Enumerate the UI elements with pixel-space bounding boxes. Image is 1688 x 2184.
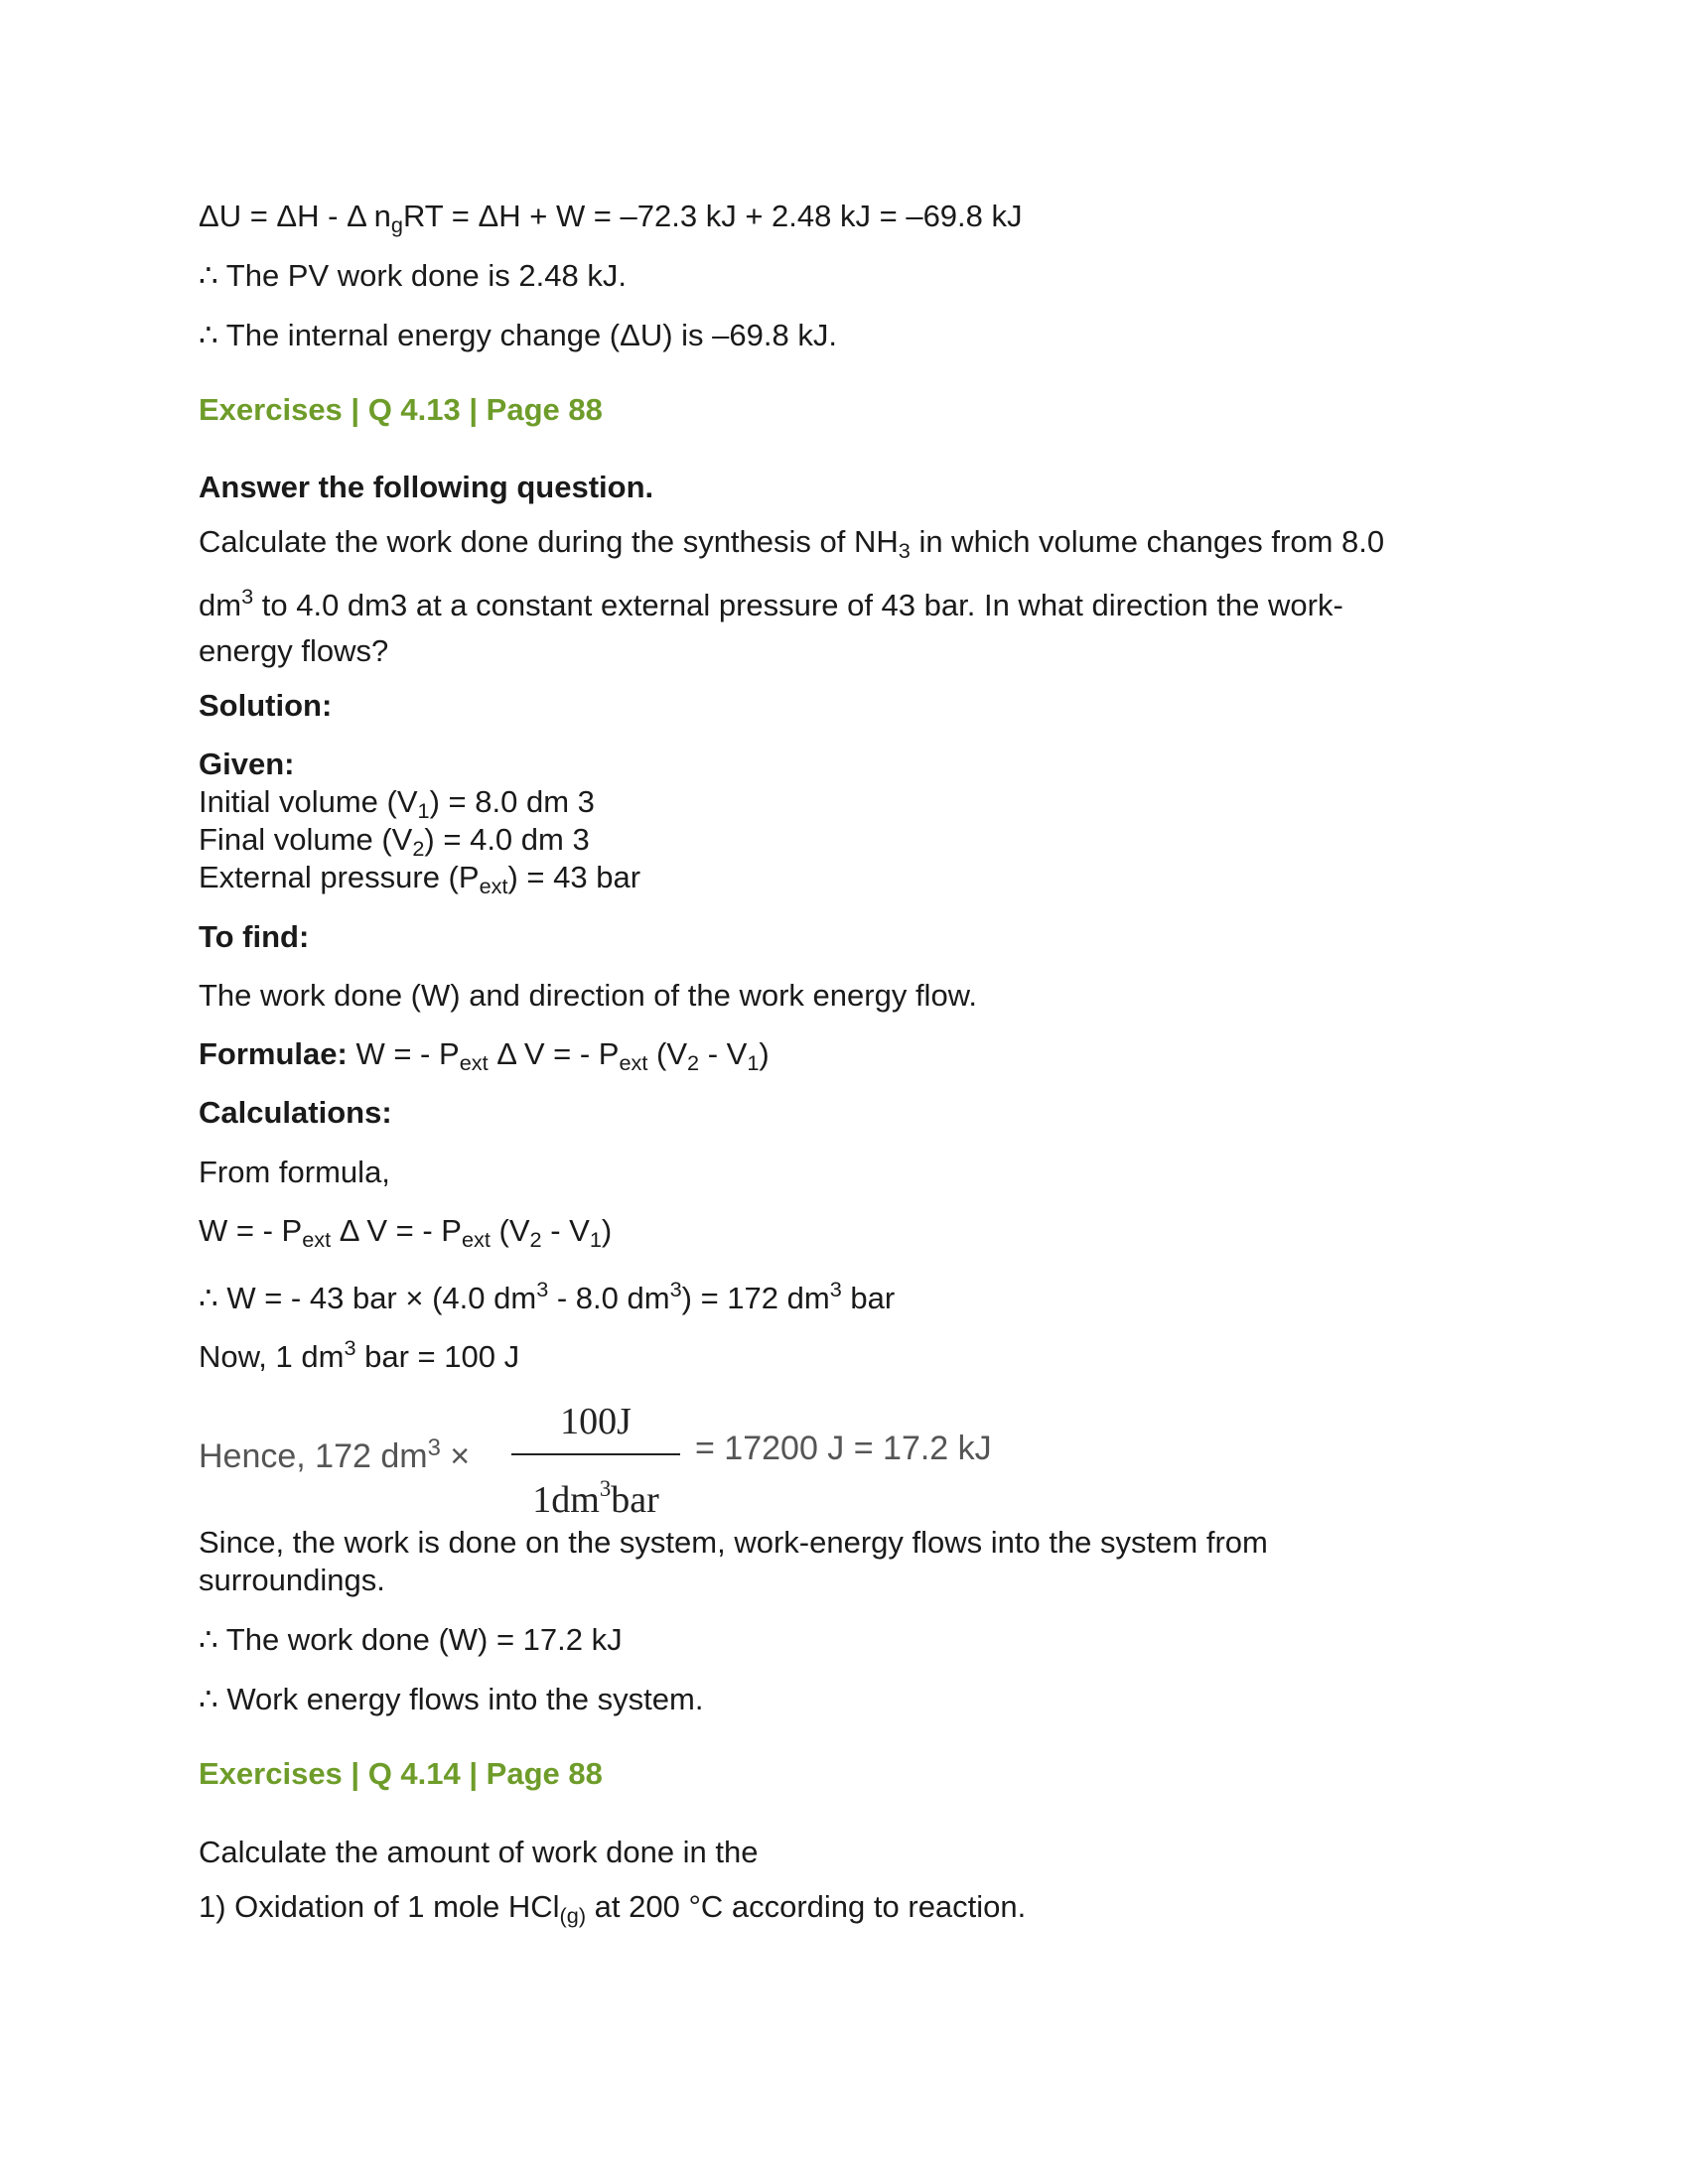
f-sub: ext xyxy=(461,1227,491,1252)
c-sup: 3 xyxy=(344,1335,356,1360)
formula-repeat xyxy=(199,1212,612,1259)
hence-times: × xyxy=(440,1437,471,1475)
hence-fraction xyxy=(511,1398,680,1521)
calculations-label: Calculations: xyxy=(199,1095,392,1130)
work-done-result: ∴ The work done (W) = 17.2 kJ xyxy=(199,1622,623,1657)
eq-text: ΔU = ΔH - Δ n xyxy=(199,199,391,233)
hence-result: = 17200 J = 17.2 kJ xyxy=(695,1430,992,1467)
question-line-3: energy flows? xyxy=(199,633,389,668)
q-text: to 4.0 dm3 at a constant external pressure of 43 bar. In what direction the work- xyxy=(253,588,1343,622)
since-line-2: surroundings. xyxy=(199,1563,385,1597)
f-text: ) xyxy=(601,1213,613,1248)
hence-sup: 3 xyxy=(427,1434,441,1461)
solution-label: Solution: xyxy=(199,688,333,723)
work-calculation xyxy=(199,1271,895,1317)
c-text: bar = 100 J xyxy=(355,1339,520,1374)
f-sub: 2 xyxy=(529,1227,542,1252)
answer-instruction: Answer the following question. xyxy=(199,470,654,504)
given-label: Given: xyxy=(199,747,295,781)
given-external-pressure xyxy=(199,859,640,905)
formulae-label: Formulae: xyxy=(199,1036,348,1071)
eq-text: RT = ΔH + W = –72.3 kJ + 2.48 kJ = –69.8 kJ xyxy=(402,199,1023,233)
conversion-line xyxy=(199,1329,519,1376)
from-formula: From formula, xyxy=(199,1155,390,1189)
fraction-numerator: 100J xyxy=(560,1401,632,1442)
given-text: External pressure (P xyxy=(199,860,480,894)
q-text: dm xyxy=(199,588,242,622)
given-text: ) = 8.0 dm 3 xyxy=(429,784,595,819)
f-text: Δ V = - P xyxy=(488,1036,620,1071)
w-sup: 3 xyxy=(669,1277,682,1301)
work-flow-result: ∴ Work energy flows into the system. xyxy=(199,1682,704,1716)
w-sup: 3 xyxy=(829,1277,842,1301)
internal-energy-result: ∴ The internal energy change (ΔU) is –69.8 kJ. xyxy=(199,318,837,352)
given-sub: 1 xyxy=(417,798,430,823)
oxidation-line xyxy=(199,1888,1026,1935)
den-text: 1dm xyxy=(532,1479,600,1521)
f-text: W = - P xyxy=(199,1213,303,1248)
since-line-1: Since, the work is done on the system, work-energy flows into the system from xyxy=(199,1525,1268,1560)
q-sup: 3 xyxy=(241,584,254,609)
given-text: Final volume (V xyxy=(199,822,413,857)
ox-text: at 200 °C according to reaction. xyxy=(586,1889,1027,1924)
f-text: (V xyxy=(647,1036,688,1071)
f-text: - V xyxy=(541,1213,590,1248)
given-text: ) = 43 bar xyxy=(507,860,641,894)
exercise-heading-4-14: Exercises | Q 4.14 | Page 88 xyxy=(199,1756,603,1791)
den-sup: 3 xyxy=(599,1476,612,1501)
to-find-label: To find: xyxy=(199,919,310,954)
w-text: bar xyxy=(841,1281,896,1315)
exercise-heading-4-13: Exercises | Q 4.13 | Page 88 xyxy=(199,392,603,427)
to-find-text: The work done (W) and direction of the work energy flow. xyxy=(199,978,977,1013)
w-sup: 3 xyxy=(536,1277,549,1301)
calc-amount-line: Calculate the amount of work done in the xyxy=(199,1835,759,1869)
question-line-1 xyxy=(199,523,1384,570)
f-sub: 1 xyxy=(747,1050,760,1075)
ox-sub: (g) xyxy=(559,1903,587,1928)
f-sub: ext xyxy=(302,1227,332,1252)
given-text: Initial volume (V xyxy=(199,784,418,819)
w-text: ∴ W = - 43 bar × (4.0 dm xyxy=(199,1281,537,1315)
c-text: Now, 1 dm xyxy=(199,1339,345,1374)
f-text: Δ V = - P xyxy=(331,1213,462,1248)
q-sub: 3 xyxy=(898,538,911,563)
pv-work-result: ∴ The PV work done is 2.48 kJ. xyxy=(199,258,627,293)
given-sub: ext xyxy=(479,874,508,898)
fraction-denominator xyxy=(511,1465,680,1521)
hence-text: Hence, 172 dm xyxy=(199,1437,428,1475)
internal-energy-equation xyxy=(199,198,1023,244)
w-text: ) = 172 dm xyxy=(681,1281,830,1315)
given-sub: 2 xyxy=(412,836,425,861)
eq-sub: g xyxy=(390,212,403,237)
ox-text: 1) Oxidation of 1 mole HCl xyxy=(199,1889,560,1924)
f-sub: 1 xyxy=(589,1227,602,1252)
formulae-line xyxy=(199,1035,770,1082)
f-sub: ext xyxy=(459,1050,489,1075)
question-line-2 xyxy=(199,578,1343,624)
f-text: W = - P xyxy=(347,1036,460,1071)
f-text: ) xyxy=(759,1036,770,1071)
f-sub: 2 xyxy=(687,1050,700,1075)
fraction-bar xyxy=(511,1453,680,1455)
q-text: Calculate the work done during the synthesis of NH xyxy=(199,524,899,559)
q-text: in which volume changes from 8.0 xyxy=(910,524,1385,559)
f-text: - V xyxy=(699,1036,748,1071)
f-text: (V xyxy=(490,1213,530,1248)
den-text: bar xyxy=(611,1479,659,1521)
hence-line xyxy=(199,1429,470,1476)
f-sub: ext xyxy=(619,1050,648,1075)
w-text: - 8.0 dm xyxy=(548,1281,670,1315)
given-text: ) = 4.0 dm 3 xyxy=(424,822,590,857)
